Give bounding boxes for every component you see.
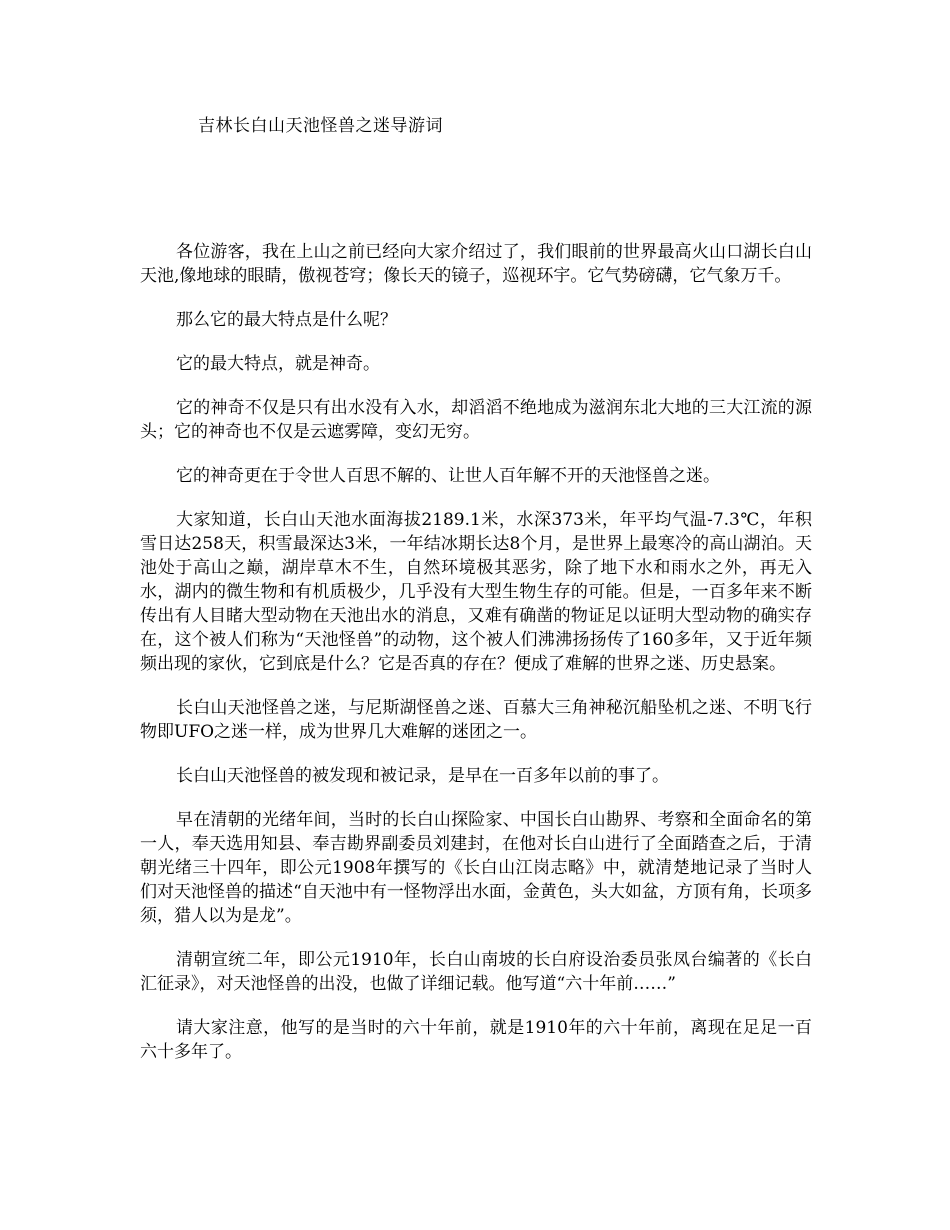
paragraph: 那么它的最大特点是什么呢？ <box>176 310 397 330</box>
paragraph: 长白山天池怪兽的被发现和被记录，是早在一百多年以前的事了。 <box>176 766 669 786</box>
paragraph: 大家知道，长白山天池水面海拔2189.1米，水深373米，年平均气温-7.3℃，年积雪日达258天，积雪最深达3米，一年结冰期长达8个月，是世界上最寒冷的高山湖泊。天池处于高山之巅，湖岸草木不生，自然环境极其恶劣，除了地下水和雨水之外，再无入水，湖内的微生物和有机质极少，几乎没有大型生物生存的可能。但是，一百多年来不断传出有人目睹大型动物在天池出水的消息，又难有确凿的物证足以证明大型动物的确实存在，这个被人们称为“天池怪兽”的动物，这个被人们沸沸扬扬传了160多年，又于近年频频出现的家伙，它到底是什么？它是否真的存在？便成了难解的世界之迷、历史悬案。 <box>140 510 812 674</box>
paragraph: 它的最大特点，就是神奇。 <box>176 354 380 374</box>
paragraph: 请大家注意，他写的是当时的六十年前，就是1910年的六十年前，离现在足足一百六十多年了。 <box>140 1018 812 1062</box>
paragraph: 长白山天池怪兽之迷，与尼斯湖怪兽之迷、百慕大三角神秘沉船坠机之迷、不明飞行物即UFO之迷一样，成为世界几大难解的迷团之一。 <box>140 698 812 742</box>
document-title: 吉林长白山天池怪兽之迷导游词 <box>198 116 443 136</box>
paragraph: 它的神奇更在于令世人百思不解的、让世人百年解不开的天池怪兽之迷。 <box>176 466 720 486</box>
paragraph: 早在清朝的光绪年间，当时的长白山探险家、中国长白山勘界、考察和全面命名的第一人，奉天选用知县、奉吉勘界副委员刘建封，在他对长白山进行了全面踏查之后，于清朝光绪三十四年，即公元1908年撰写的《长白山江岗志略》中，就清楚地记录了当时人们对天池怪兽的描述“自天池中有一怪物浮出水面，金黄色，头大如盆，方顶有角，长项多须，猎人以为是龙”。 <box>140 810 812 926</box>
paragraph: 清朝宣统二年，即公元1910年，长白山南坡的长白府设治委员张凤台编著的《长白汇征录》，对天池怪兽的出没，也做了详细记载。他写道“六十年前……” <box>140 950 812 994</box>
document-body <box>140 240 812 1084</box>
paragraph: 它的神奇不仅是只有出水没有入水，却滔滔不绝地成为滋润东北大地的三大江流的源头；它的神奇也不仅是云遮雾障，变幻无穷。 <box>140 398 812 442</box>
paragraph: 各位游客，我在上山之前已经向大家介绍过了，我们眼前的世界最高火山口湖长白山天池,像地球的眼睛，傲视苍穹；像长天的镜子，巡视环宇。它气势磅礴，它气象万千。 <box>140 242 812 286</box>
